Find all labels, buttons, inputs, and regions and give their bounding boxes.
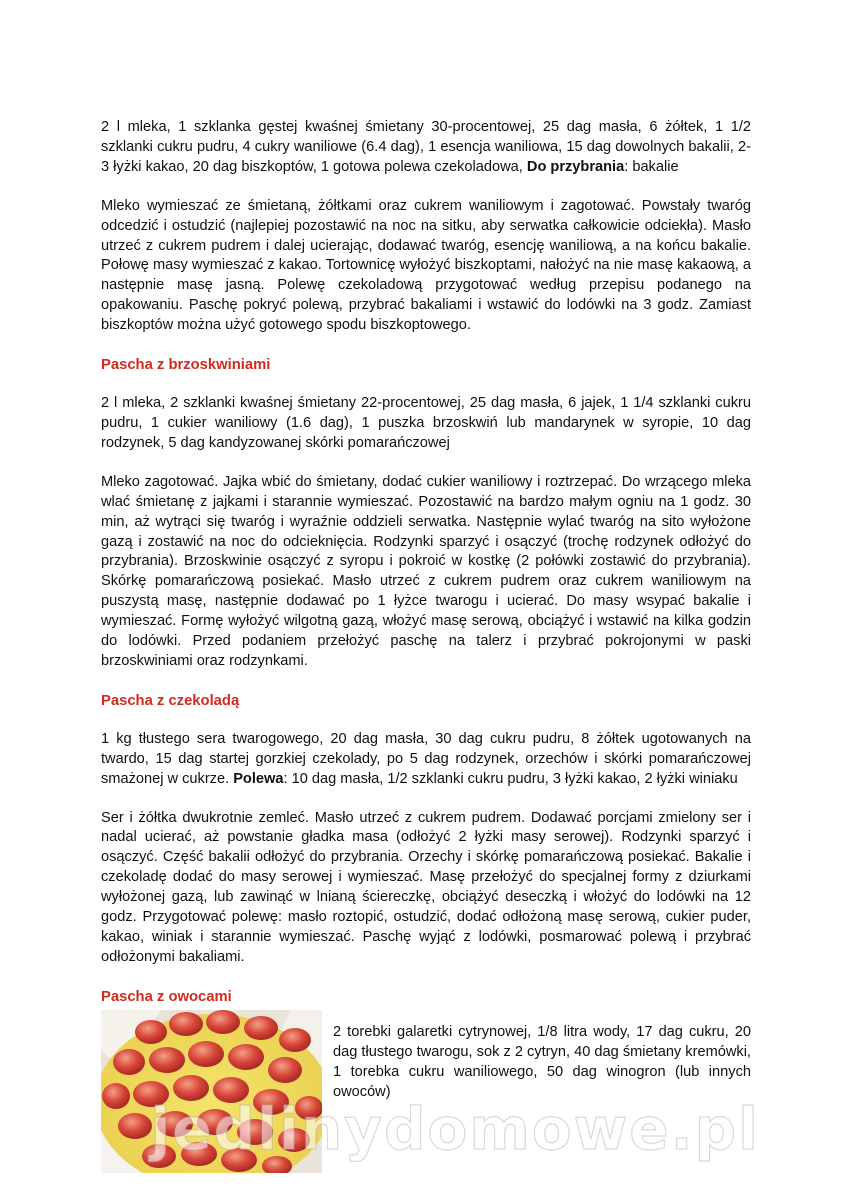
brzoskwinie-method: Mleko zagotować. Jajka wbić do śmietany, dodać cukier waniliowy i roztrzepać. Do wrzącego mleka wlać śmietanę z jajkami i starannie wymieszać. Pozostawić na bardzo małym ogniu na 1 godz. 30 min, aż wytrąci się twaróg i wyraźnie oddzieli serwatka. Następnie wylać twaróg na sito wyłożone gazą i zostawić na noc do odcieknięcia. Rodzynki sparzyć i osączyć (trochę rodzynek odłożyć do przybrania). Brzoskwinie osączyć z syropu i pokroić w kostkę (2 połówki zostawić do przybrania). Skórkę pomarańczową posiekać. Masło utrzeć z cukrem pudrem oraz cukrem waniliowym na puszystą masę, następnie dodawać po 1 łyżce twarogu i ucierać. Do masy wsypać bakalie i wymieszać. Formę wyłożyć wilgotną gazą, włożyć masę serową, obciążyć i wstawić na kilka godzin do lodówki. Przed podaniem przełożyć paschę na talerz i przybrać pokrojonymi w paski brzoskwiniami oraz rodzynkami. [101,473,751,669]
glaze-label: Polewa [233,770,284,787]
intro-method: Mleko wymieszać ze śmietaną, żółtkami oraz cukrem waniliowym i zagotować. Powstały twaróg odcedzić i ostudzić (najlepiej pozostawić na noc na sitku, aby serwatka całkowicie odciekła). Masło utrzeć z cukrem pudrem i dalej ucierając, dodawać twaróg, esencję waniliową, a na końcu bakalie. Połowę masy wymieszać z kakao. Tortownicę wyłożyć biszkoptami, nałożyć na nie masę kakaową, a następnie masę jasną. Polewę czekoladową przygotować według przepisu podanego na opakowaniu. Paschę pokryć polewą, przybrać bakaliami i wstawić do lodówki na 3 godz. Zamiast biszkoptów można użyć gotowego spodu biszkoptowego. [101,197,751,334]
intro-ingredients: 2 l mleka, 1 szklanka gęstej kwaśnej śmietany 30-procentowej, 25 dag masła, 6 żółtek, 1 1/2 szklanki cukru pudru, 4 cukry waniliowe (6.4 dag), 1 esencja waniliowa, 15 dag dowolnych bakalii, 2-3 łyżki kakao, 20 dag biszkoptów, 1 gotowa polewa czekoladowa, Do przybrania: bakalie [101,119,751,175]
czekolada-method: Ser i żółtka dwukrotnie zemleć. Masło utrzeć z cukrem pudrem. Dodawać porcjami zmielony ser i nadal ucierać, aż powstanie gładka masa (odłożyć 2 łyżki masy serowej). Rodzynki sparzyć i osączyć. Część bakalii odłożyć do przybrania. Orzechy i skórkę pomarańczową posiekać. Bakalie i czekoladę dodać do masy serowej i wymieszać. Masę przełożyć do specjalnej formy z dziurkami wyłożonej gazą, lub zawinąć w lnianą ściereczkę, obciążyć deseczką i włożyć do lodówki na 12 godz. Przygotować polewę: masło roztopić, ostudzić, dodać odłożoną masę serową, cukier puder, kakao, winiak i starannie wymieszać. Paschę wyjąć z lodówki, posmarować polewą i przybrać odłożonymi bakaliami. [101,809,751,965]
heading-pascha-brzoskwinie: Pascha z brzoskwiniami [101,357,271,374]
recipe-page [101,118,751,1180]
garnish-label: Do przybrania [526,158,625,175]
site-watermark: jedlinydomowe.pl [150,1095,760,1163]
brzoskwinie-ingredients: 2 l mleka, 2 szklanki kwaśnej śmietany 22-procentowej, 25 dag masła, 6 jajek, 1 1/4 szklanki cukru pudru, 1 cukier waniliowy (1.6 dag), 1 puszka brzoskwiń lub mandarynek w syropie, 10 dag rodzynek, 5 dag kandyzowanej skórki pomarańczowej [101,395,751,451]
heading-pascha-czekolada: Pascha z czekoladą [101,692,240,709]
owoce-ingredients: 2 torebki galaretki cytrynowej, 1/8 litra wody, 17 dag cukru, 20 dag tłustego twarogu, sok z 2 cytryn, 40 dag śmietany kremówki, 1 torebka cukru waniliowego, 50 dag winogron (lub innych owoców) [333,1023,751,1100]
czekolada-ingredients: 1 kg tłustego sera twarogowego, 20 dag masła, 30 dag cukru pudru, 8 żółtek ugotowanych na twardo, 15 dag startej gorzkiej czekolady, po 5 dag rodzynek, orzechów i skórki pomarańczowej smażonej w cukrze. Polewa: 10 dag masła, 1/2 szklanki cukru pudru, 3 łyżki kakao, 2 łyżki winiaku [101,730,751,787]
heading-pascha-owoce: Pascha z owocami [101,988,232,1005]
